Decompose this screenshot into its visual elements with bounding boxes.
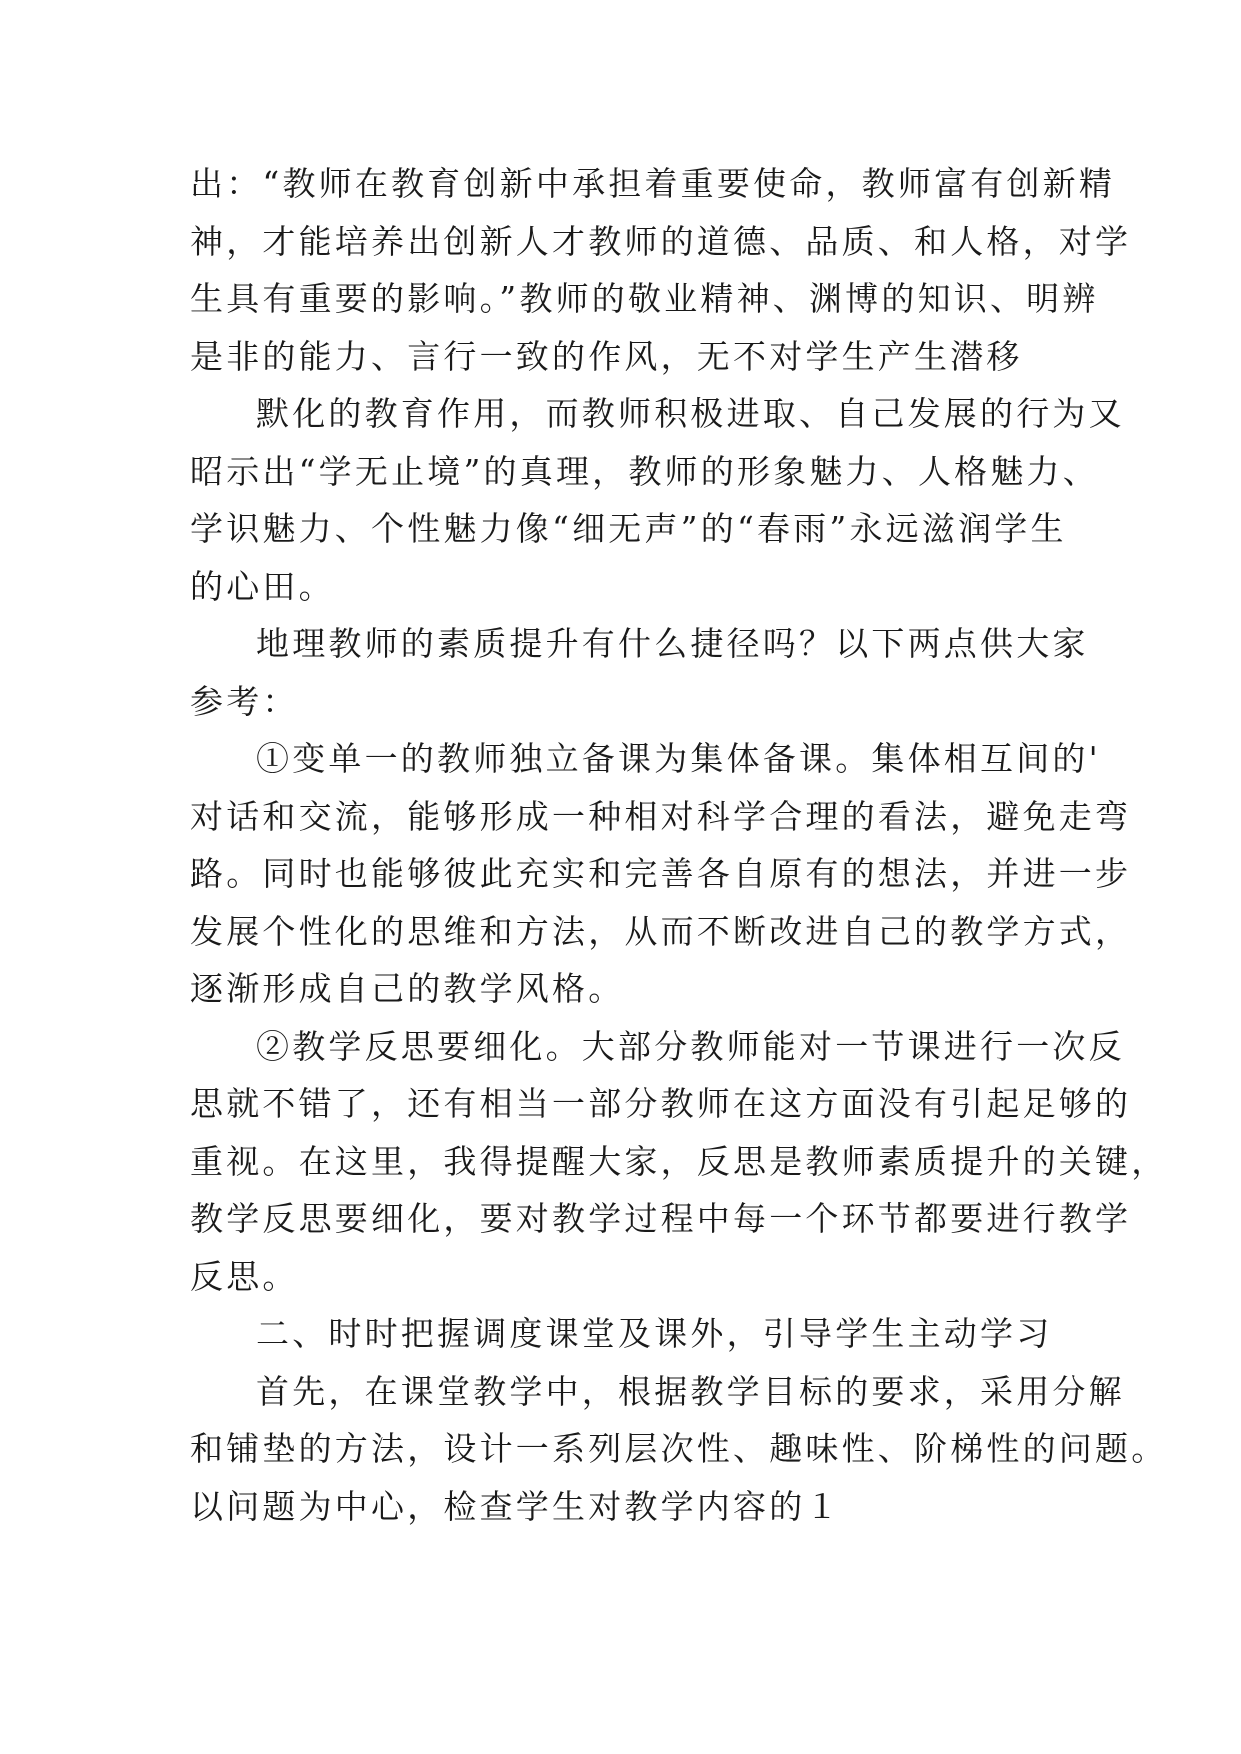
text-line: ①变单一的教师独立备课为集体备课。集体相互间的' — [256, 739, 1101, 778]
text-line: 思就不错了，还有相当一部分教师在这方面没有引起足够的 — [190, 1084, 1132, 1123]
text-line: 以问题为中心，检查学生对教学内容的１ — [190, 1486, 842, 1526]
text-line: 是非的能力、言行一致的作风，无不对学生产生潜移 — [190, 336, 1023, 376]
text-line: 对话和交流，能够形成一种相对科学合理的看法，避免走弯 — [190, 796, 1132, 836]
text-line: 出：“教师在教育创新中承担着重要使命，教师富有创新精 — [190, 164, 1116, 203]
text-line: 路。同时也能够彼此充实和完善各自原有的想法，并进一步 — [190, 854, 1132, 893]
text-line: 生具有重要的影响。”教师的敬业精神、渊博的知识、明辨 — [190, 279, 1099, 318]
text-line: 昭示出“学无止境”的真理，教师的形象魅力、人格魅力、 — [190, 451, 1099, 491]
text-line: 地理教师的素质提升有什么捷径吗？以下两点供大家 — [256, 624, 1089, 663]
document-body — [190, 155, 1168, 1535]
text-line: 逐渐形成自己的教学风格。 — [190, 969, 625, 1008]
text-line: 发展个性化的思维和方法，从而不断改进自己的教学方式， — [190, 911, 1132, 951]
text-line: 和铺垫的方法，设计一系列层次性、趣味性、阶梯性的问题。 — [190, 1429, 1168, 1468]
text-line: 反思。 — [190, 1256, 299, 1296]
text-line: 教学反思要细化，要对教学过程中每一个环节都要进行教学 — [190, 1199, 1132, 1238]
text-line: 的心田。 — [190, 566, 335, 606]
text-line: 神，才能培养出创新人才教师的道德、品质、和人格，对学 — [190, 221, 1132, 261]
text-line: 参考： — [190, 681, 299, 721]
text-line: 首先，在课堂教学中，根据教学目标的要求，采用分解 — [256, 1371, 1125, 1411]
text-line: 重视。在这里，我得提醒大家，反思是教师素质提升的关键， — [190, 1141, 1168, 1181]
text-line: ②教学反思要细化。大部分教师能对一节课进行一次反 — [256, 1026, 1125, 1066]
text-line: 学识魅力、个性魅力像“细无声”的“春雨”永远滋润学生 — [190, 509, 1067, 548]
text-line: 二、时时把握调度课堂及课外，引导学生主动学习 — [256, 1314, 1053, 1353]
text-line: 默化的教育作用，而教师积极进取、自己发展的行为又 — [256, 394, 1125, 433]
